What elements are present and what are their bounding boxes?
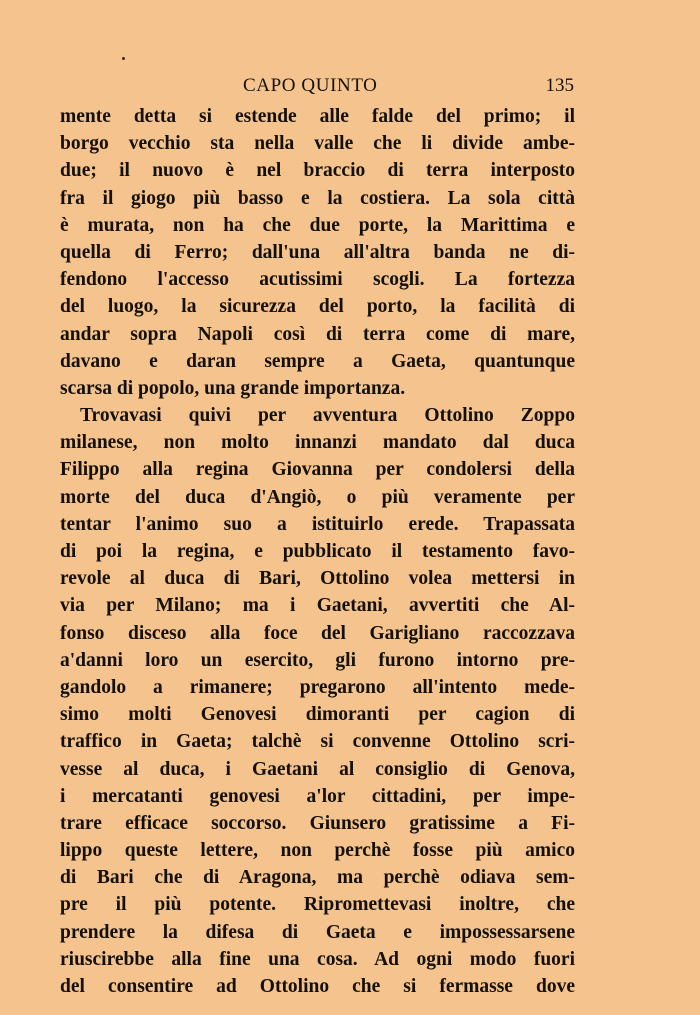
text-line: prendere la difesa di Gaeta e impossessarsene — [60, 921, 575, 943]
text-line: via per Milano; ma i Gaetani, avvertiti che Al- — [60, 595, 575, 617]
text-line: di Bari che di Aragona, ma perchè odiava sem- — [60, 867, 575, 889]
text-line: fonso disceso alla foce del Garigliano raccozzava — [60, 622, 575, 644]
text-line: due; il nuovo è nel braccio di terra interposto — [60, 160, 575, 182]
text-line: trare efficace soccorso. Giunsero gratissime a Fi- — [60, 812, 575, 834]
text-line: revole al duca di Bari, Ottolino volea mettersi in — [60, 568, 575, 590]
page-header — [58, 73, 574, 99]
text-line: fra il giogo più basso e la costiera. La sola città — [60, 187, 575, 209]
text-line: vesse al duca, i Gaetani al consiglio di Genova, — [60, 758, 575, 780]
text-line: a'danni loro un esercito, gli furono intorno pre- — [60, 649, 575, 671]
text-line: milanese, non molto innanzi mandato dal duca — [60, 432, 575, 454]
paragraph-start-line: Trovavasi quivi per avventura Ottolino Zoppo — [80, 405, 575, 427]
text-line: riuscirebbe alla fine una cosa. Ad ogni modo fuori — [60, 948, 575, 970]
text-line: mente detta si estende alle falde del primo; il — [60, 106, 575, 127]
text-line: di poi la regina, e pubblicato il testamento favo- — [60, 541, 575, 562]
text-line: del consentire ad Ottolino che si fermasse dove — [60, 976, 575, 997]
text-line: simo molti Genovesi dimoranti per cagion di — [60, 704, 575, 726]
text-line: andar sopra Napoli così di terra come di mare, — [60, 323, 575, 345]
text-line: pre il più potente. Ripromettevasi inoltre, che — [60, 894, 575, 916]
text-line: lippo queste lettere, non perchè fosse più amico — [60, 840, 575, 862]
text-line: morte del duca d'Angiò, o più veramente per — [60, 486, 575, 508]
ink-speck — [122, 57, 125, 60]
text-line: fendono l'accesso acutissimi scogli. La fortezza — [60, 269, 575, 291]
text-line: Filippo alla regina Giovanna per condolersi della — [60, 459, 575, 481]
text-line: gandolo a rimanere; pregarono all'intento mede- — [60, 676, 575, 698]
text-line: traffico in Gaeta; talchè si convenne Ottolino scri- — [60, 731, 575, 753]
text-line: davano e daran sempre a Gaeta, quantunque — [60, 350, 575, 372]
page-number: 135 — [545, 75, 574, 96]
running-title: CAPO QUINTO — [243, 75, 378, 96]
text-line: borgo vecchio sta nella valle che li divide ambe- — [60, 133, 575, 155]
body-text — [60, 103, 575, 1000]
text-line: i mercatanti genovesi a'lor cittadini, per impe- — [60, 785, 575, 807]
text-line: tentar l'animo suo a istituirlo erede. Trapassata — [60, 513, 575, 535]
text-line: del luogo, la sicurezza del porto, la facilità di — [60, 296, 575, 318]
text-line: quella di Ferro; dall'una all'altra banda ne di- — [60, 241, 575, 263]
paragraph-end-line: scarsa di popolo, una grande importanza. — [60, 377, 406, 399]
text-line: è murata, non ha che due porte, la Marittima e — [60, 214, 575, 236]
